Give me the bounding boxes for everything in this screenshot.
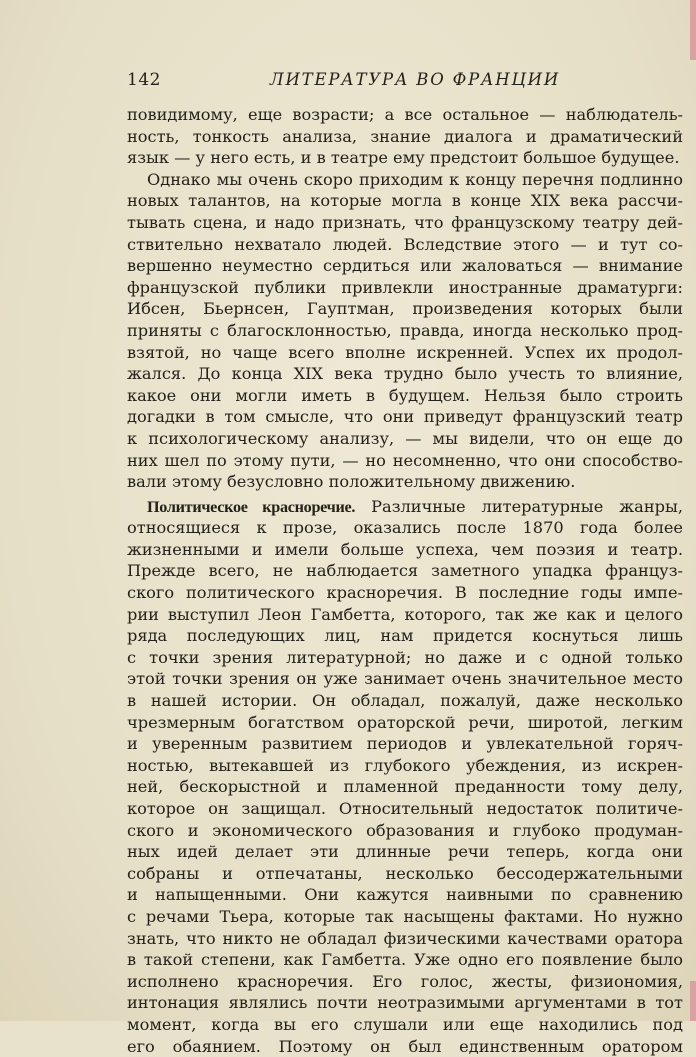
text-line: ностью, вытекавшей из глубокого убеждения, из искрен-	[127, 755, 683, 775]
text-line: взятой, но чаще всего вполне искренней. Успех их продол-	[127, 342, 683, 362]
text-line: в нашей истории. Он обладал, пожалуй, даже несколько	[127, 691, 683, 711]
text-line: и напыщенными. Они кажутся наивными по сравнению	[127, 885, 683, 905]
text-line: Однако мы очень скоро приходим к концу перечня подлинно	[147, 169, 683, 189]
text-line: рии выступил Леон Гамбетта, которого, так же как и целого	[127, 604, 683, 624]
text-line: момент, когда вы его слушали или еще находились под	[127, 1014, 683, 1034]
text-line: его обаянием. Поэтому он был единственным оратором	[127, 1036, 683, 1056]
text-line: этой точки зрения он уже занимает очень значительное место	[127, 669, 683, 689]
text-line: ных идей делает эти длинные речи теперь, когда они	[127, 842, 683, 862]
text-line: ствительно нехватало людей. Вследствие этого — и тут со-	[127, 234, 683, 254]
text-line: вали этому безусловно положительному движению.	[127, 472, 576, 492]
text-line: них шел по этому пути, — но несомненно, что они способство-	[127, 450, 683, 470]
text-line: ского и экономического образования и глубоко продуман-	[127, 820, 683, 840]
text-line: ней, бескорыстной и пламенной преданности тому делу,	[127, 777, 683, 797]
section-heading: Политическое красноречие.	[147, 497, 356, 516]
text-line: чрезмерным богатством ораторской речи, широтой, легким	[127, 712, 683, 732]
text-line: Ибсен, Бьернсен, Гауптман, произведения которых были	[127, 299, 683, 319]
text-line: тывать сцена, и надо признать, что французскому театру дей-	[127, 212, 683, 232]
text-line: вершенно неуместно сердиться или жаловаться — внимание	[127, 256, 683, 276]
text-line: повидимому, еще возрасти; а все остальное — наблюдатель-	[127, 105, 683, 124]
text-line: ность, тонкость анализа, знание диалога и драматический	[127, 126, 683, 146]
text-line: в такой степени, как Гамбетта. Уже одно его появление было	[127, 950, 683, 970]
text-line	[127, 496, 683, 518]
text-line: Прежде всего, не наблюдается заметного упадка француз-	[127, 561, 683, 581]
page-header	[127, 70, 683, 94]
text-line: приняты с благосклонностью, правда, иногда несколько прод-	[127, 320, 683, 340]
text-line: собраны и отпечатаны, несколько бессодержательными	[127, 863, 683, 883]
page-body	[127, 104, 683, 1057]
text-line: исполнено красноречия. Его голос, жесты, физиономия,	[127, 971, 683, 991]
text-line: новых талантов, на которые могла в конце XIX века рассчи-	[127, 191, 683, 211]
text-line: относящиеся к прозе, оказались после 1870 года более	[127, 518, 683, 538]
text-line: жизненными и имели больше успеха, чем поэзия и театр.	[127, 539, 683, 559]
text-line: ряда последующих лиц, нам придется коснуться лишь	[127, 626, 683, 646]
text-line: с речами Тьера, которые так насыщены фактами. Но нужно	[127, 906, 683, 926]
text-line: какое они могли иметь в будущем. Нельзя было строить	[127, 385, 683, 405]
text-line: и уверенным развитием периодов и увлекательной горяч-	[127, 734, 683, 754]
text-line: к психологическому анализу, — мы видели, что он еще до	[127, 428, 683, 448]
running-title: ЛИТЕРАТУРА ВО ФРАНЦИИ	[269, 70, 561, 89]
text-line: с точки зрения литературной; но даже и с одной только	[127, 647, 683, 667]
page-number: 142	[127, 70, 161, 90]
text-line: ского политического красноречия. В последние годы импе-	[127, 583, 683, 603]
text-line: язык — у него есть, и в театре ему предстоит большое будущее.	[127, 148, 680, 168]
text-line: французской публики привлекли иностранные драматурги:	[127, 277, 683, 297]
text-line: интонация являлись почти неотразимыми аргументами в тот	[127, 993, 683, 1013]
text-line: жался. До конца XIX века трудно было учесть то влияние,	[127, 364, 683, 384]
text-line: которое он защищал. Относительный недостаток политиче-	[127, 799, 683, 818]
page-edge-mark	[690, 0, 696, 60]
page-edge-mark	[690, 981, 696, 1021]
text-line: догадки в том смысле, что они приведут французский театр	[127, 407, 683, 427]
text-span: Различные литературные жанры,	[355, 496, 683, 516]
text-line: знать, что никто не обладал физическими качествами оратора	[127, 928, 683, 948]
